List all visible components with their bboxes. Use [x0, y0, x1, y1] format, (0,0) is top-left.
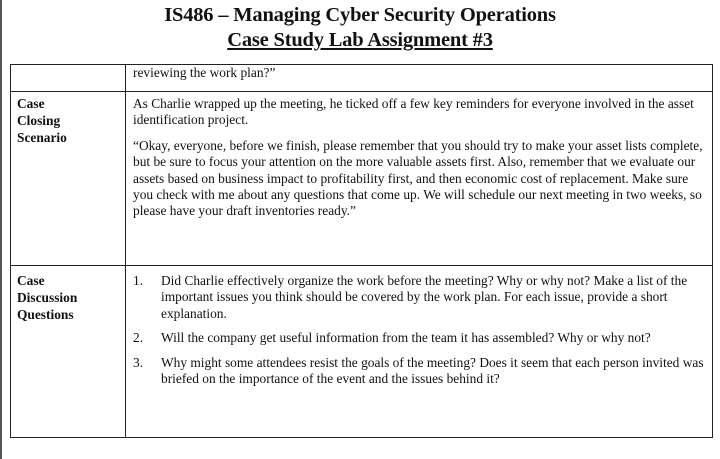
list-item — [133, 355, 704, 388]
scenario-label — [11, 92, 126, 266]
questions-label — [11, 266, 126, 438]
questions-label-line: Questions — [17, 306, 74, 322]
document-title: IS486 – Managing Cyber Security Operations — [164, 4, 556, 26]
continuation-text: reviewing the work plan?” — [133, 65, 276, 80]
question-text: Did Charlie effectively organize the work before the meeting? Why or why not? Make a list of the important issues you think should be covered by the work plan. For each issue, provide a short explanation. — [161, 273, 688, 321]
continuation-cell — [126, 65, 713, 92]
questions-label-line: Case — [17, 273, 45, 288]
scenario-label-line: Closing — [17, 112, 61, 128]
scenario-content — [126, 92, 713, 266]
question-number: 1. — [133, 273, 144, 288]
list-item — [133, 330, 704, 346]
document-header — [0, 2, 720, 52]
label-cell-empty — [11, 65, 126, 92]
scenario-paragraph-1: As Charlie wrapped up the meeting, he ticked off a few key reminders for everyone involved in the asset identification project. — [133, 96, 694, 128]
questions-content — [126, 266, 713, 438]
page-edge — [0, 0, 2, 459]
document-subtitle: Case Study Lab Assignment #3 — [227, 29, 493, 51]
questions-list — [133, 273, 704, 387]
case-study-table — [10, 64, 713, 438]
questions-label-line: Discussion — [17, 289, 78, 305]
scenario-label-line: Case — [17, 96, 45, 111]
table-row-questions — [11, 266, 713, 438]
table-row-scenario — [11, 92, 713, 266]
scenario-paragraph-2: “Okay, everyone, before we finish, please remember that you should try to make your asset lists complete, but be sure to focus your attention on the more valuable assets first. Also, remember that we evaluate our assets based on business impact to profitability first, and then economic cost of replacement. Make sure you check with me about any questions that come up. We will schedule our next meeting in two weeks, so please have your draft inventories ready.” — [133, 137, 703, 219]
scenario-label-line: Scenario — [17, 129, 67, 145]
question-text: Why might some attendees resist the goals of the meeting? Does it seem that each person invited was briefed on the importance of the event and the issues behind it? — [161, 354, 704, 387]
question-number: 3. — [133, 354, 144, 370]
question-number: 2. — [133, 330, 144, 346]
question-text: Will the company get useful information from the team it has assembled? Why or why not? — [161, 330, 651, 346]
list-item — [133, 273, 704, 322]
table-row-continuation — [11, 65, 713, 92]
